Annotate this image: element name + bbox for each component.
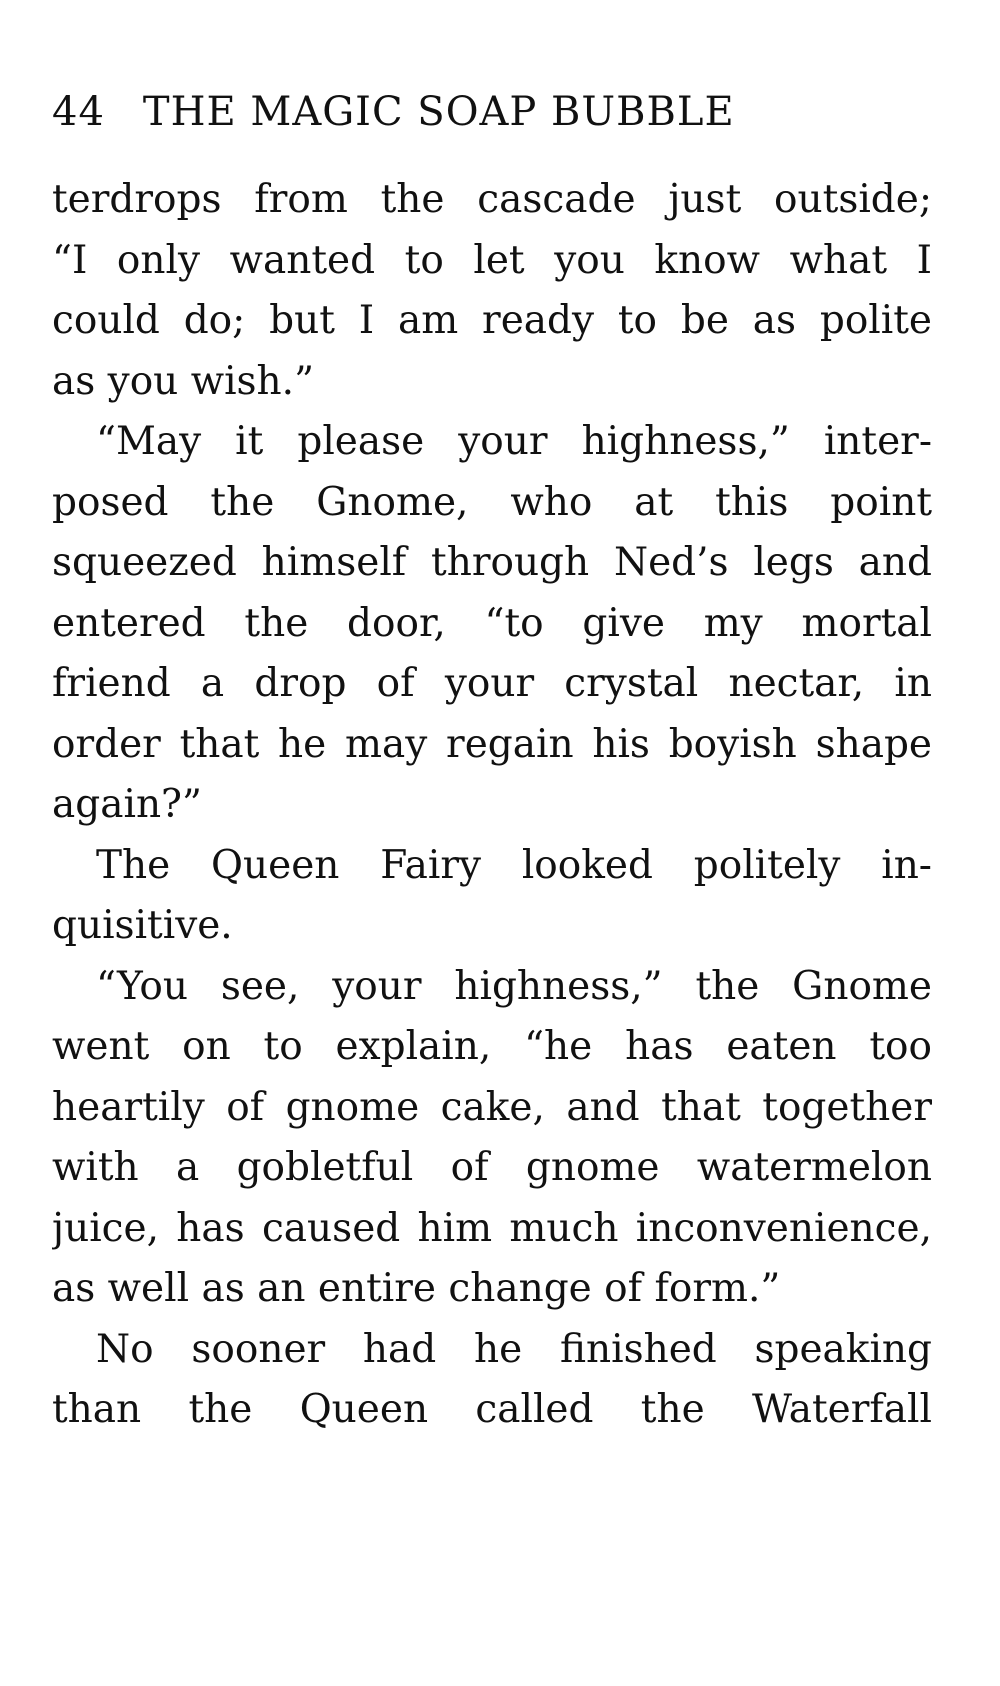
text-line: entered the door, “to give my mortal: [52, 600, 932, 646]
text-line: again?”: [52, 782, 202, 827]
text-line: friend a drop of your crystal nectar, in: [52, 661, 932, 706]
text-line: “You see, your highness,” the Gnome: [96, 963, 932, 1009]
text-line: order that he may regain his boyish shape: [52, 721, 932, 767]
text-line: squeezed himself through Ned’s legs and: [52, 540, 932, 585]
text-line: than the Queen called the Waterfall: [52, 1387, 932, 1432]
book-title: THE MAGIC SOAP BUBBLE: [142, 89, 735, 135]
text-line: juice, has caused him much inconvenience,: [52, 1205, 932, 1251]
text-line: went on to explain, “he has eaten too: [52, 1024, 932, 1069]
text-line: terdrops from the cascade just outside;: [52, 177, 932, 222]
text-line: The Queen Fairy looked politely in-: [96, 842, 932, 888]
text-line: posed the Gnome, who at this point: [52, 479, 932, 525]
text-line: heartily of gnome cake, and that together: [52, 1084, 932, 1130]
text-line: “I only wanted to let you know what I: [52, 237, 932, 283]
text-line: quisitive.: [52, 903, 233, 948]
text-line: as well as an entire change of form.”: [52, 1266, 781, 1311]
text-line: “May it please your highness,” inter-: [96, 419, 932, 464]
text-line: with a gobletful of gnome watermelon: [52, 1145, 932, 1190]
running-head: [52, 84, 932, 140]
text-line: as you wish.”: [52, 358, 315, 404]
text-line: could do; but I am ready to be as polite: [52, 298, 932, 343]
text-line: No sooner had he finished speaking: [96, 1326, 932, 1372]
body-text: [52, 170, 932, 1441]
page-number: 44: [52, 89, 105, 135]
